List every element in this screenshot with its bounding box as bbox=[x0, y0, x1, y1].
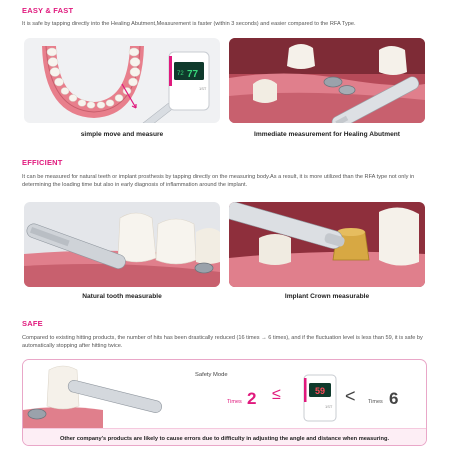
device-safety-reading: 59 bbox=[315, 386, 326, 396]
caption-implant-crown: Implant Crown measurable bbox=[284, 293, 370, 300]
caption-natural-tooth: Natural tooth measurable bbox=[82, 293, 162, 300]
image-natural-tooth bbox=[24, 202, 220, 287]
section-desc-easy-fast: It is safe by tapping directly into the Healing Abutment,Measurement is faster (within 3 seconds) and easier compared to the RFA Type. bbox=[22, 21, 356, 27]
safety-note: Other company's products are likely to cause errors due to difficulty in adjusting the angle and distance when measuring. bbox=[59, 436, 390, 442]
device-reading-right: 77 bbox=[187, 69, 199, 80]
device-safety-brand: 1ST bbox=[325, 404, 333, 409]
caption-healing-abutment: Immediate measurement for Healing Abutment bbox=[254, 131, 400, 138]
dental-arch-illustration bbox=[24, 38, 220, 123]
section-desc-safe: Compared to existing hitting products, the number of hits has been drastically reduced (16 times → 6 times), and if the fluctuation level is less than 59, it is safe by automatically stopping after hitting twice. bbox=[22, 335, 423, 349]
image-healing-abutment bbox=[229, 38, 425, 123]
section-title-safe: SAFE bbox=[22, 319, 43, 328]
section-title-efficient: EFFICIENT bbox=[22, 158, 63, 167]
section-title-easy-fast: EASY & FAST bbox=[22, 6, 74, 15]
implant-crown-illustration bbox=[229, 202, 425, 287]
device-safety-illustration bbox=[303, 374, 337, 422]
times-left-label: Times bbox=[227, 399, 242, 405]
safety-mode-label: Safety Mode bbox=[195, 372, 228, 378]
device-reading-left: 72 bbox=[177, 71, 184, 77]
less-than-sign: < bbox=[345, 386, 356, 406]
healing-abutment-illustration bbox=[229, 38, 425, 123]
caption-simple-move: simple move and measure bbox=[80, 131, 164, 138]
safety-mode-panel bbox=[22, 359, 427, 446]
device-brand: 1ST bbox=[199, 86, 207, 91]
safe-tapping-illustration bbox=[23, 360, 163, 430]
section-desc-efficient: It can be measured for natural teeth or implant prosthesis by tapping directly on the measuring body.As a result, it is more utilized than the RFA type not only in determining the loading time but also in early diagnosis of inflammation around the implant. bbox=[22, 174, 415, 188]
image-implant-crown bbox=[229, 202, 425, 287]
less-equal-sign: ≤ bbox=[272, 386, 281, 403]
image-simple-move bbox=[24, 38, 220, 123]
natural-tooth-illustration bbox=[24, 202, 220, 287]
times-left-value: 2 bbox=[247, 389, 257, 408]
times-right-label: Times bbox=[368, 399, 383, 405]
times-right-value: 6 bbox=[389, 389, 399, 408]
